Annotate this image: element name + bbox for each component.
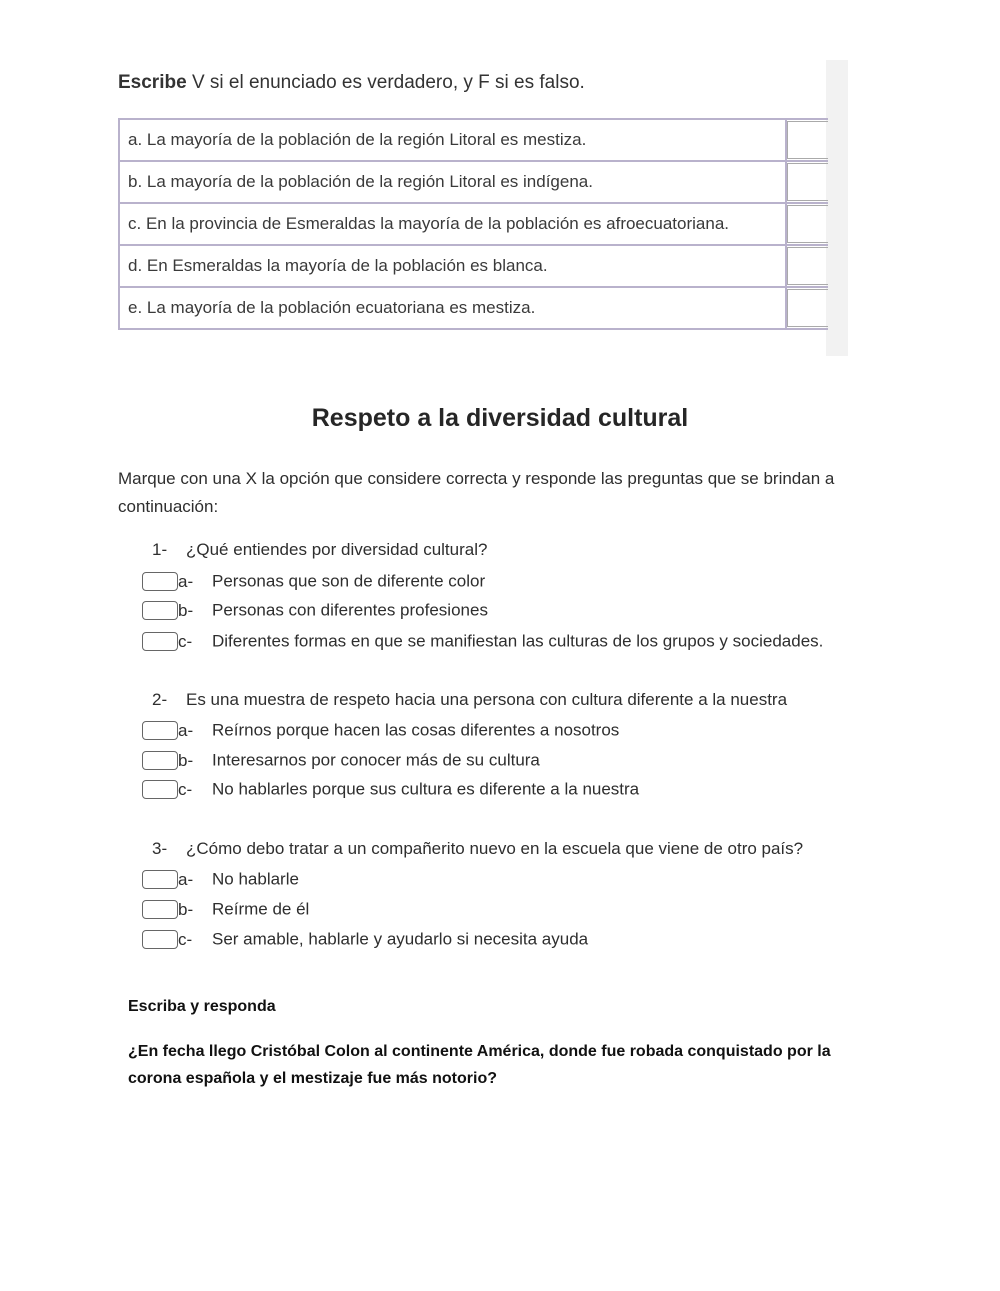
- option-letter: b-: [178, 899, 194, 919]
- option-text: Reírnos porque hacen las cosas diferentes a nosotros: [212, 720, 620, 740]
- statement-row: [119, 245, 828, 287]
- checkbox[interactable]: [142, 780, 178, 799]
- answer-cell[interactable]: [786, 245, 828, 287]
- answer-box[interactable]: [787, 247, 828, 285]
- question-text: ¿Qué entiendes por diversidad cultural?: [186, 540, 488, 559]
- option-text: No hablarle: [212, 869, 299, 889]
- statement-text: a. La mayoría de la población de la región Litoral es mestiza.: [119, 119, 786, 161]
- write-section-question: ¿En fecha llego Cristóbal Colon al continente América, donde fue robada conquistado por la corona española y el mestizaje fue más notorio?: [128, 1043, 831, 1087]
- option-letter: a-: [178, 571, 194, 591]
- option-2a: [142, 720, 619, 742]
- answer-cell[interactable]: [786, 161, 828, 203]
- statement-text: e. La mayoría de la población ecuatoriana es mestiza.: [119, 287, 786, 329]
- statement-text: b. La mayoría de la población de la región Litoral es indígena.: [119, 161, 786, 203]
- answer-box[interactable]: [787, 121, 828, 159]
- answer-box[interactable]: [787, 289, 828, 327]
- option-1b: [142, 600, 488, 622]
- answer-box[interactable]: [787, 163, 828, 201]
- question-1: [152, 540, 487, 560]
- option-letter: c-: [178, 929, 193, 949]
- option-text: Interesarnos por conocer más de su cultura: [212, 750, 540, 770]
- option-text: Personas que son de diferente color: [212, 571, 486, 591]
- option-letter: a-: [178, 720, 194, 740]
- answer-cell[interactable]: [786, 119, 828, 161]
- checkbox[interactable]: [142, 751, 178, 770]
- true-false-table: [118, 118, 828, 330]
- scan-edge-shadow: [826, 60, 848, 356]
- write-section-title: Escriba y responda: [128, 998, 276, 1015]
- statement-row: [119, 203, 828, 245]
- checkbox[interactable]: [142, 601, 178, 620]
- question-number: 1-: [152, 540, 168, 559]
- option-text: Ser amable, hablarle y ayudarlo si necesita ayuda: [212, 929, 589, 949]
- question-number: 3-: [152, 839, 168, 858]
- statement-text: d. En Esmeraldas la mayoría de la población es blanca.: [119, 245, 786, 287]
- statement-row: [119, 119, 828, 161]
- option-letter: b-: [178, 600, 194, 620]
- option-text: Reírme de él: [212, 899, 310, 919]
- option-letter: b-: [178, 750, 194, 770]
- checkbox[interactable]: [142, 870, 178, 889]
- option-letter: c-: [178, 631, 193, 651]
- option-2c: [142, 779, 639, 801]
- answer-cell[interactable]: [786, 203, 828, 245]
- statement-text: c. En la provincia de Esmeraldas la mayoría de la población es afroecuatoriana.: [119, 203, 786, 245]
- question-3: [152, 839, 803, 859]
- question-number: 2-: [152, 690, 168, 709]
- question-2: [152, 690, 787, 710]
- checkbox[interactable]: [142, 632, 178, 651]
- option-3a: [142, 869, 299, 891]
- question-text: Es una muestra de respeto hacia una persona con cultura diferente a la nuestra: [186, 690, 788, 709]
- checkbox[interactable]: [142, 721, 178, 740]
- option-text: Personas con diferentes profesiones: [212, 600, 488, 620]
- answer-box[interactable]: [787, 205, 828, 243]
- checkbox[interactable]: [142, 930, 178, 949]
- option-1c: [142, 631, 823, 653]
- option-3b: [142, 899, 309, 921]
- option-text: No hablarles porque sus cultura es diferente a la nuestra: [212, 779, 640, 799]
- question-text: ¿Cómo debo tratar a un compañerito nuevo en la escuela que viene de otro país?: [186, 839, 804, 858]
- heading-bold-word: Escribe: [118, 72, 187, 93]
- checkbox[interactable]: [142, 572, 178, 591]
- checkbox[interactable]: [142, 900, 178, 919]
- instructions: Marque con una X la opción que considere correcta y responde las preguntas que se brindan a continuación:: [118, 469, 835, 516]
- section-title: Respeto a la diversidad cultural: [311, 404, 689, 432]
- statement-row: [119, 161, 828, 203]
- option-letter: a-: [178, 869, 194, 889]
- option-3c: [142, 929, 588, 951]
- true-false-heading: [118, 72, 585, 94]
- option-letter: c-: [178, 779, 193, 799]
- heading-rest: V si el enunciado es verdadero, y F si es falso.: [191, 72, 585, 93]
- option-2b: [142, 750, 540, 772]
- option-text: Diferentes formas en que se manifiestan las culturas de los grupos y sociedades.: [212, 631, 824, 651]
- statement-row: [119, 287, 828, 329]
- answer-cell[interactable]: [786, 287, 828, 329]
- option-1a: [142, 571, 485, 593]
